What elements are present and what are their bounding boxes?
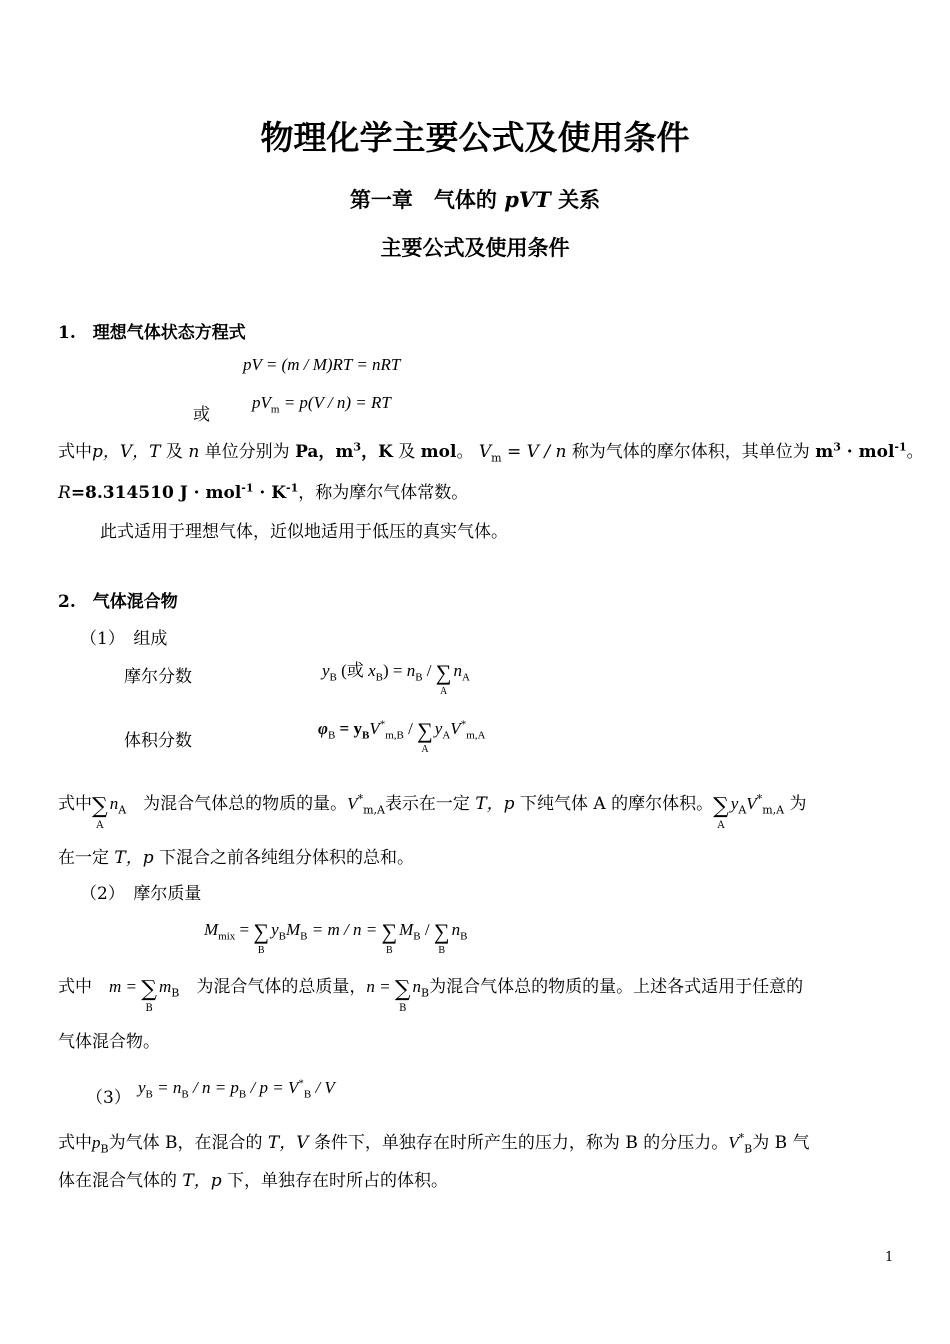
or-label: 或 [193,405,210,425]
sum-symbol: ∑ A [713,794,729,831]
sum-symbol: ∑ A [417,718,433,755]
paragraph-gas-mixture: 气体混合物。 [58,1032,160,1052]
document-title: 物理化学主要公式及使用条件 [260,118,690,157]
paragraph-units: 式中p，V，T 及 n 单位分别为 Pa，$m^3$，K 及 mol。 $V_m = V / n$ 称为气体的摩尔体积，其单位为 $m^3 \cdot mol^{-1}$。 [58,440,924,465]
section-1-heading: 1. 理想气体状态方程式 [58,323,246,343]
section-2-heading: 2. 气体混合物 [58,592,178,612]
sum-symbol: ∑ B [394,977,411,1014]
volume-fraction-equation: $\varphi_B = y_BV^*_{m,B}$ / ∑ A $y_AV^*_{m,A}$ [318,718,486,755]
sum-symbol: ∑ B [141,977,157,1014]
subsection-molar-mass: （2） 摩尔质量 [80,884,202,904]
sum-symbol: ∑ A [92,794,108,831]
sum-symbol: ∑ B [253,919,270,956]
paragraph-applicability: 此式适用于理想气体，近似地适用于低压的真实气体。 [100,522,508,542]
chapter-end: 关系 [558,187,601,212]
paragraph-gas-constant: R=8.314510 $J \cdot mol^{-1} \cdot K^{-1}$，称为摩尔气体常数。 [58,481,469,503]
ideal-gas-equation-1: pV = (m / M)RT = nRT [243,355,401,374]
paragraph-partial-volume: 体在混合气体的 T，p 下，单独存在时所占的体积。 [58,1171,449,1191]
sum-symbol: ∑ B [433,919,450,956]
sum-symbol: ∑ A [435,660,452,697]
partial-pressure-equation: $y_B = n_B / n = p_B / p = V^*_B / V$ [138,1077,335,1101]
chapter-text: 第一章 气体的 [349,187,497,212]
chapter-var: pVT [504,187,551,212]
paragraph-total-moles: 式中∑ A $n_A$ 为混合气体总的物质的量。$V^*_{m,A}$表示在一定 T，p 下纯气体 A 的摩尔体积。∑ A $y_AV^*_{m,A}$ 为 [58,792,807,831]
page-number: 1 [885,1250,894,1265]
paragraph-total-mass: 式中 m = ∑ B $m_B$ 为混合气体的总质量，n = ∑ B $n_B$为混合气体总的物质的量。上述各式适用于任意的 [58,977,804,1014]
subsection-3-label: （3） [86,1088,131,1108]
sum-symbol: ∑ B [381,919,398,956]
subsection-composition: （1） 组成 [80,629,168,649]
paragraph-partial-pressure: 式中$p_B$为气体 B，在混合的 T，V 条件下，单独存在时所产生的压力，称为 B 的分压力。$V^*_B$为 B 气 [58,1131,810,1156]
section-subtitle: 主要公式及使用条件 [380,235,570,260]
paragraph-total-volume: 在一定 T，p 下混合之前各纯组分体积的总和。 [58,848,415,868]
volume-fraction-label: 体积分数 [124,731,192,751]
ideal-gas-equation-2: $pV_m = p(V / n)$ = RT [252,393,391,416]
chapter-heading [0,184,950,214]
mole-fraction-equation: $y_B$ (或 $x_B) = n_B$ / ∑ A $n_A$ [322,660,470,697]
mole-fraction-label: 摩尔分数 [124,667,192,687]
molar-mass-equation: $M_{mix}$ = ∑ B $y_BM_B = m / n$ = ∑ B $M_B$ / ∑ B $n_B$ [204,919,468,956]
